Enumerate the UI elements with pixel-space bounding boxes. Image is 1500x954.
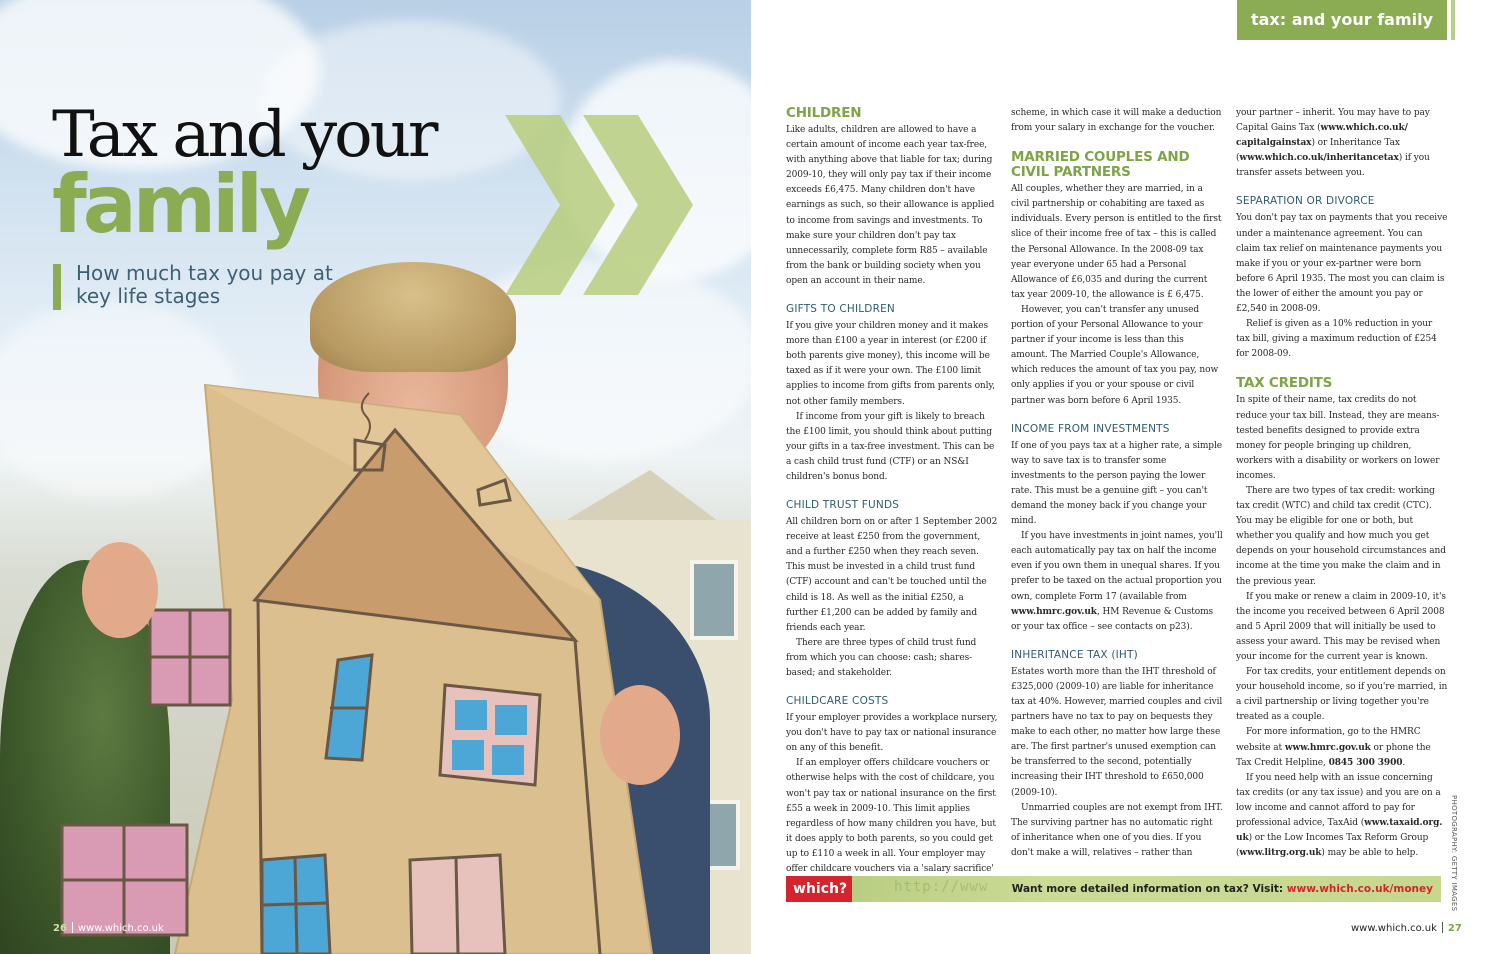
text-run: If you have investments in joint names, you'll each automatically pay tax on half the income even if you own them in unequal shares. If you prefer to be taxed on the actual proportion you own, complete Form 17 (available from <box>1011 531 1223 602</box>
paragraph: If an employer offers childcare vouchers or otherwise helps with the cost of childcare, you won't pay tax or national insurance on the first £55 a week in 2009-10. This limit applies regardless of how many children you have, but it does apply to both parents, so you could get up to £110 a week in all. Your employer may offer childcare vouchers via a 'salary sacrifice' <box>786 758 996 875</box>
heading-married-couples: MARRIED COUPLES AND CIVIL PARTNERS <box>1011 149 1190 181</box>
paragraph: If income from your gift is likely to breach the £100 limit, you should think about putting your gifts in a tax-free investment. This can be a cash child trust fund (CTF) or an NS&I children's bonus bond. <box>786 411 995 482</box>
paragraph: All children born on or after 1 September 2002 receive at least £250 from the government, and a further £250 when they reach seven. This must be invested in a child trust fund (CTF) account and can't be touched until the child is 18. As well as the initial £250, a further £1,200 can be added by family and friends each year. <box>786 517 998 633</box>
text-run: ) if you transfer assets between you. <box>1236 153 1430 179</box>
text-run: . <box>1402 757 1406 768</box>
folio-divider <box>1442 922 1443 933</box>
text-run: ) or Inheritance Tax ( <box>1236 138 1400 164</box>
headline-line-2: family <box>52 158 308 251</box>
heading-childcare-costs: CHILDCARE COSTS <box>786 695 889 708</box>
photo-credit: PHOTOGRAPHY: GETTY IMAGES <box>1450 795 1458 912</box>
heading-tax-credits: TAX CREDITS <box>1236 375 1333 392</box>
paragraph: Unmarried couples are not exempt from IHT. The surviving partner has no automatic right of inheritance when one of you dies. If you don't make a will, relatives – rather than <box>1011 802 1223 858</box>
article-column-1 <box>786 106 998 877</box>
drawn-window <box>62 825 187 935</box>
folio-divider <box>72 922 73 933</box>
banner-ghost-url: http://www <box>894 879 989 895</box>
which-logo: which? <box>786 876 852 902</box>
page-number: 26 <box>53 923 67 934</box>
article-column-2 <box>1011 106 1223 861</box>
text-run: or phone the Tax Credit Helpline, <box>1236 742 1431 768</box>
paragraph: There are two types of tax credit: working tax credit (WTC) and child tax credit (CTC). You may be eligible for one or both, but whether you qualify and how much you get depends on your household circumstances and income at the time you make the claim and in the previous year. <box>1236 485 1446 587</box>
paragraph <box>1236 771 1448 862</box>
text-run: ) or the Low Incomes Tax Reform Group ( <box>1236 833 1429 859</box>
paragraph: scheme, in which case it will make a deduction from your salary in exchange for the voucher. <box>1011 108 1222 134</box>
taxaid-link[interactable]: www.taxaid.org. uk <box>1236 818 1443 844</box>
paragraph: If you give your children money and it makes more than £100 a year in interest (or £200 if both parents give money), this income will be taxed as if it were your own. The £100 limit applies to income from gifts from parents only, not other family members. <box>786 321 995 407</box>
paragraph: In spite of their name, tax credits do not reduce your tax bill. Instead, they are means-tested benefits designed to provide extra money for people bringing up children, workers with a disability or workers on lower incomes. <box>1236 395 1440 481</box>
page-number: 27 <box>1447 923 1462 934</box>
paragraph: Like adults, children are allowed to have a certain amount of income each year tax-free, with anything above that liable for tax; during 2009-10, they will only pay tax if their income exceeds £6,475. Many children don't have earnings as such, so their allowance is applied to income from savings and investments. To make sure your children don't pay tax unnecessarily, complete form R85 – available from the bank or building society when you open an account in their name. <box>786 125 995 286</box>
litrg-link[interactable]: www.litrg.org.uk <box>1239 848 1322 859</box>
drawn-window <box>410 855 505 954</box>
paragraph: You don't pay tax on payments that you receive under a maintenance agreement. You can claim tax relief on maintenance payments you make if you or your ex-partner were born before 6 April 1935. The most you can claim is the lower of either the amount you pay or £2,540 in 2008-09. <box>1236 213 1448 315</box>
banner-link[interactable]: www.which.co.uk/money <box>1286 883 1433 895</box>
heading-children: CHILDREN <box>786 105 862 121</box>
paragraph: However, you can't transfer any unused portion of your Personal Allowance to your partner if your income is less than this amount. The Married Couple's Allowance, which reduces the amount of tax you pay, now only applies if you or your spouse or civil partner was born before 6 April 1935. <box>1011 304 1219 406</box>
folio-right <box>1351 922 1462 934</box>
text-run: For more information, go to the HMRC website at <box>1236 727 1421 753</box>
paragraph: Relief is given as a 10% reduction in your tax bill, giving a maximum reduction of £254 for 2008-09. <box>1236 319 1437 360</box>
paragraph <box>1236 725 1448 770</box>
standfirst: How much tax you pay at key life stages <box>76 261 333 308</box>
paragraph: There are three types of child trust fund from which you can choose: cash; shares-based; and stakeholder. <box>786 637 977 678</box>
heading-gifts-to-children: GIFTS TO CHILDREN <box>786 303 895 316</box>
text-run: ) may be able to help. <box>1321 848 1419 859</box>
text-run: your partner – inherit. You may have to pay Capital Gains Tax ( <box>1236 108 1430 134</box>
helpline-number: 0845 300 3900 <box>1328 757 1403 768</box>
banner-text <box>1012 876 1433 902</box>
folio-left <box>53 922 164 934</box>
hmrc-link[interactable]: www.hmrc.gov.uk <box>1011 606 1097 617</box>
text-run: , HM Revenue & Customs or your tax office – see contacts on p23). <box>1011 606 1214 632</box>
folio-url[interactable]: www.which.co.uk <box>77 923 164 934</box>
paragraph: If one of you pays tax at a higher rate, a simple way to save tax is to transfer some investments to the person paying the lower rate. This must be a genuine gift – you can't demand the money back if you change your mind. <box>1011 440 1222 527</box>
drawn-window <box>150 610 230 705</box>
article-column-3 <box>1236 106 1448 861</box>
paragraph <box>1236 106 1448 181</box>
text-run: If you need help with an issue concerning tax credits (or any tax issue) and you are on a low income and cannot afford to pay for professional advice, TaxAid ( <box>1236 772 1441 829</box>
double-chevron-icon <box>505 115 695 295</box>
right-hand <box>600 685 680 785</box>
paragraph: If you make or renew a claim in 2009-10, it's the income you received between 6 April 2008 and 5 April 2009 that will initially be used to assess your award. This may be revised when your income for the current year is known. <box>1236 591 1446 662</box>
drawn-window <box>440 685 540 785</box>
heading-child-trust-funds: CHILD TRUST FUNDS <box>786 499 900 512</box>
hmrc-link[interactable]: www.hmrc.gov.uk <box>1284 742 1371 753</box>
headline-line-1: Tax and your <box>52 98 436 172</box>
capital-gains-link[interactable]: www.which.co.uk/ capitalgainstax <box>1236 123 1408 149</box>
paragraph: Estates worth more than the IHT threshold of £325,000 (2009-10) are liable for inheritance tax at 40%. However, married couples and civil partners have no tax to pay on bequests they make to each other, no matter how large these are. The first partner's unused exemption can be transferred to the second, potentially increasing their IHT threshold to £650,000 (2009-10). <box>1011 666 1223 798</box>
folio-url[interactable]: www.which.co.uk <box>1351 923 1437 934</box>
promo-banner[interactable] <box>786 876 1441 902</box>
paragraph: All couples, whether they are married, in a civil partnership or cohabiting are taxed as individuals. Every person is entitled to the first slice of their income free of tax – this is called the Personal Allowance. In the 2008-09 tax year everyone under 65 had a Personal Allowance of £6,035 and during the current tax year 2009-10, the allowance is £ 6,475. <box>1011 184 1222 300</box>
drawn-door <box>262 855 330 954</box>
paragraph: If your employer provides a workplace nursery, you don't have to pay tax or national insurance on any of this benefit. <box>786 713 998 754</box>
heading-inheritance-tax: INHERITANCE TAX (IHT) <box>1011 648 1138 661</box>
left-hand <box>82 542 158 638</box>
banner-caption: Want more detailed information on tax? Visit: <box>1011 883 1287 895</box>
section-tab: tax: and your family <box>1237 0 1447 40</box>
inheritance-tax-link[interactable]: www.which.co.uk/inheritancetax <box>1239 153 1399 164</box>
standfirst-bar <box>53 264 61 310</box>
heading-separation-or-divorce: SEPARATION OR DIVORCE <box>1236 195 1375 208</box>
paragraph: For tax credits, your entitlement depends on your household income, so if you're married, in a civil partnership or living together you're treated as a couple. <box>1236 667 1448 723</box>
paragraph <box>1011 529 1223 635</box>
heading-income-from-investments: INCOME FROM INVESTMENTS <box>1011 422 1170 435</box>
right-page <box>751 0 1500 954</box>
